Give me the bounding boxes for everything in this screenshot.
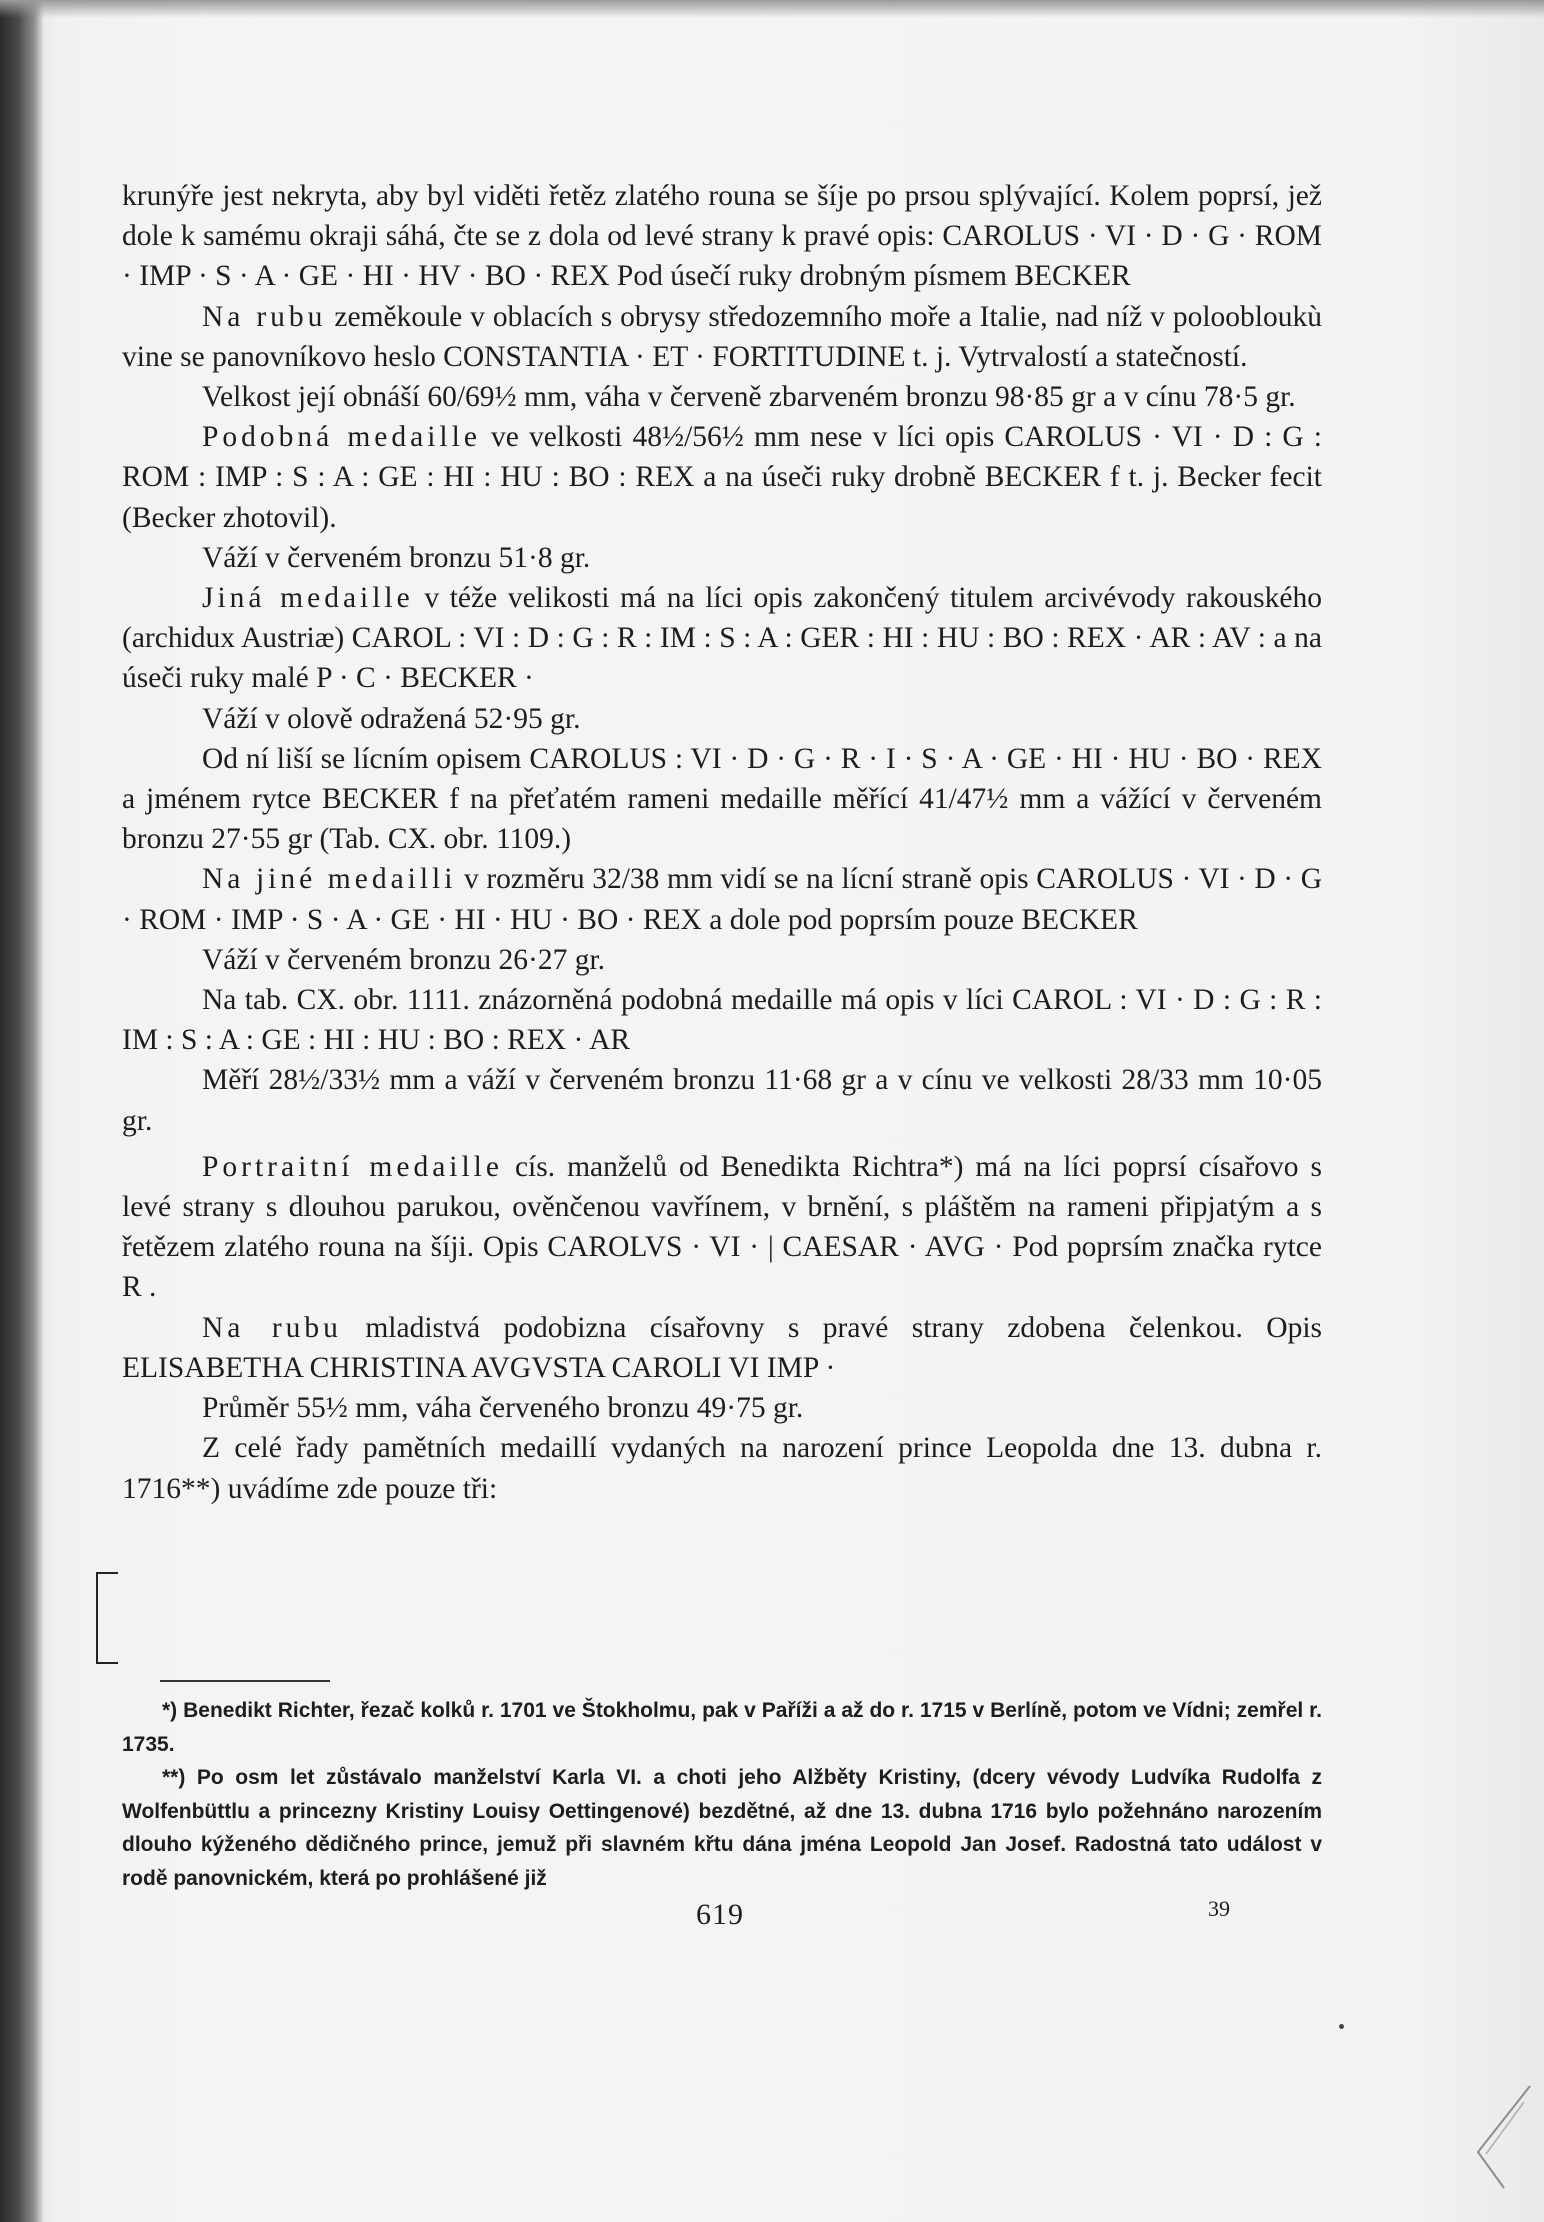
paragraph bbox=[122, 176, 1322, 297]
paragraph-text: Váží v červeném bronzu 26·27 gr. bbox=[202, 943, 606, 976]
footnotes bbox=[122, 1694, 1322, 1895]
paragraph bbox=[122, 377, 1322, 417]
page-curl-mark bbox=[1464, 2082, 1534, 2192]
paragraph-text: mladistvá podobizna císařovny s pravé strany zdobena čelenkou. Opis ELISABETHA CHRISTINA AVGVSTA CAROLI VI IMP · bbox=[122, 1311, 1322, 1384]
paragraph bbox=[122, 1147, 1322, 1308]
paragraph-lead: Na rubu bbox=[202, 300, 327, 333]
paragraph-text: Měří 28½/33½ mm a váží v červeném bronzu 11·68 gr a v cínu ve velkosti 28/33 mm 10·05 gr. bbox=[122, 1064, 1322, 1137]
scan-top-shadow bbox=[0, 0, 1544, 18]
paragraph bbox=[122, 1388, 1322, 1428]
paragraph-text: Průměr 55½ mm, váha červeného bronzu 49·75 gr. bbox=[202, 1392, 804, 1425]
paragraph bbox=[122, 417, 1322, 538]
paragraph-text: v téže velikosti má na líci opis zakončený titulem arcivévody rakouského (archidux Austriæ) CAROL : VI : D : G : R : IM : S : A : GER : HI : HU : BO : REX · AR : AV : a na úseči ruky malé P · C · BECKER · bbox=[122, 582, 1322, 695]
paragraph bbox=[122, 538, 1322, 578]
paragraph bbox=[122, 578, 1322, 699]
paragraph-text: Od ní liší se lícním opisem CAROLUS : VI · D · G · R · I · S · A · GE · HI · HU · BO · REX a jménem rytce BECKER f na přeťatém rameni medaille měřící 41/47½ mm a vážící v červeném bronzu 27·55 gr (Tab. CX. obr. 1109.) bbox=[122, 742, 1322, 856]
margin-bracket bbox=[96, 1572, 118, 1664]
paragraph-text: zeměkoule v oblacích s obrysy středozemního moře a Italie, nad níž v poloobloukù vine se panovníkovo heslo CONSTANTIA · ET · FORTITUDINE t. j. Vytrvalostí a statečností. bbox=[122, 300, 1322, 373]
paragraph-lead: Podobná medaille bbox=[202, 421, 481, 454]
paragraph bbox=[122, 859, 1322, 939]
paragraph-text: Z celé řady pamětních medaillí vydaných na narození prince Leopolda dne 13. dubna r. 1716**) uvádíme zde pouze tři: bbox=[122, 1432, 1322, 1505]
paragraph-text: Na tab. CX. obr. 1111. znázorněná podobná medaille má opis v líci CAROL : VI · D : G : R : IM : S : A : GE : HI : HU : BO : REX · AR bbox=[122, 984, 1322, 1057]
paragraph-lead: Na rubu bbox=[202, 1311, 342, 1344]
paragraph-text: Váží v červeném bronzu 51·8 gr. bbox=[202, 541, 591, 574]
footnote: **) Po osm let zůstávalo manželství Karla VI. a choti jeho Alžběty Kristiny, (dcery vévody Ludvíka Rudolfa z Wolfenbüttlu a princezny Kristiny Louisy Oettingenové) bezdětné, až dne 13. dubna 1716 bylo požehnáno narozením dlouho kýženého dědičného prince, jemuž při slavném křtu dána jména Leopold Jan Josef. Radostná tato událost v rodě panovnickém, která po prohlášené již bbox=[122, 1766, 1322, 1890]
footnote: *) Benedikt Richter, řezač kolků r. 1701 ve Štokholmu, pak v Paříži a až do r. 1715 v Berlíně, potom ve Vídni; zemřel r. 1735. bbox=[122, 1699, 1322, 1756]
paragraph-text: cís. manželů od Benedikta Richtra*) má na líci poprsí císařovo s levé strany s dlouhou parukou, ověnčenou vavřínem, v brnění, s pláštěm na rameni připjatým a s řetězem zlatého rouna na šíji. Opis CAROLVS · VI · | CAESAR · AVG · Pod poprsím značka rytce R . bbox=[122, 1150, 1322, 1304]
paragraph bbox=[122, 1060, 1322, 1140]
paragraph bbox=[122, 940, 1322, 980]
paragraph-lead: Jiná medaille bbox=[202, 582, 414, 615]
signature-mark: 39 bbox=[1208, 1896, 1230, 1921]
paragraph bbox=[122, 980, 1322, 1060]
page-number: 619 bbox=[696, 1898, 744, 1931]
paragraph-lead: Na jiné medailli bbox=[202, 863, 457, 896]
paragraph-text: Velkost její obnáší 60/69½ mm, váha v červeně zbarveném bronzu 98·85 gr a v cínu 78·5 gr. bbox=[202, 381, 1296, 414]
paragraph-text: v rozměru 32/38 mm vidí se na lícní straně opis CAROLUS · VI · D · G · ROM · IMP · S · A · GE · HI · HU · BO · REX a dole pod poprsím pouze BECKER bbox=[122, 863, 1322, 936]
paragraph bbox=[122, 1308, 1322, 1388]
paragraph bbox=[122, 297, 1322, 377]
paragraph-text: Váží v olově odražená 52·95 gr. bbox=[202, 702, 581, 735]
paragraph-text: ve velkosti 48½/56½ mm nese v líci opis CAROLUS · VI · D : G : ROM : IMP : S : A : GE : HI : HU : BO : REX a na úseči ruky drobně BECKER f t. j. Becker fecit (Becker zhotovil). bbox=[122, 421, 1322, 534]
main-text bbox=[122, 176, 1322, 1509]
ink-dot bbox=[1339, 2024, 1344, 2029]
footnote-rule bbox=[160, 1680, 330, 1682]
scan-binding-shadow bbox=[0, 0, 44, 2222]
paragraph bbox=[122, 739, 1322, 860]
paragraph-lead: Portraitní medaille bbox=[202, 1150, 503, 1183]
paragraph bbox=[122, 699, 1322, 739]
paragraph bbox=[122, 1428, 1322, 1508]
paragraph-text: krunýře jest nekryta, aby byl viděti řetěz zlatého rouna se šíje po prsou splývající. Kolem poprsí, jež dole k samému okraji sáhá, čte se z dola od levé strany k pravé opis: CAROLUS · VI · D · G · ROM · IMP · S · A · GE · HI · HV · BO · REX Pod úsečí ruky drobným písmem BECKER bbox=[122, 180, 1322, 293]
